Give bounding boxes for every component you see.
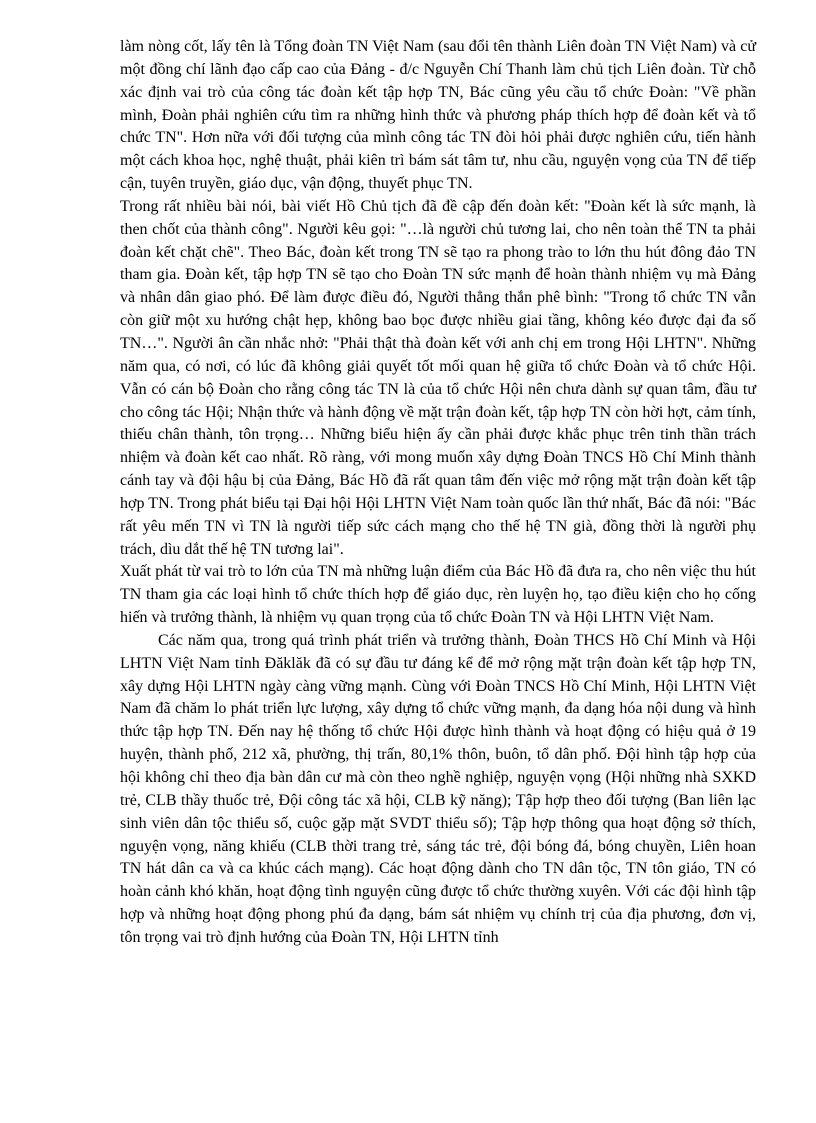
paragraph-cac-nam-qua: Các năm qua, trong quá trình phát triển và trưởng thành, Đoàn THCS Hồ Chí Minh và Hội LHTN Việt Nam tỉnh Đăklăk đã có sự đầu tư đáng kể để mở rộng mặt trận đoàn kết tập hợp TN, xây dựng Hội LHTN ngày càng vững mạnh. Cùng với Đoàn TNCS Hồ Chí Minh, Hội LHTN Việt Nam đã chăm lo phát triển lực lượng, xây dựng tổ chức vững mạnh, đa dạng hóa nội dung và hình thức tập hợp TN. Đến nay hệ thống tổ chức Hội được hình thành và hoạt động có hiệu quả ở 19 huyện, thành phố, 212 xã, phường, thị trấn, 80,1% thôn, buôn, tổ dân phố. Đội hình tập hợp của hội không chỉ theo địa bàn dân cư mà còn theo nghề nghiệp, nguyện vọng (Hội những nhà SXKD trẻ, CLB thầy thuốc trẻ, Đội công tác xã hội, CLB kỹ năng); Tập hợp theo đối tượng (Ban liên lạc sinh viên dân tộc thiểu số, cuộc gặp mặt SVDT thiểu số); Tập hợp thông qua hoạt động sở thích, nguyện vọng, năng khiếu (CLB thời trang trẻ, sáng tác trẻ, đội bóng đá, bóng chuyền, Liên hoan TN hát dân ca và ca khúc cách mạng). Các hoạt động dành cho TN dân tộc, TN tôn giáo, TN có hoàn cảnh khó khăn, hoạt động tình nguyện cũng được tổ chức thường xuyên. Với các đội hình tập hợp và những hoạt động phong phú đa dạng, bám sát nhiệm vụ chính trị của địa phương, đơn vị, tôn trọng vai trò định hướng của Đoàn TN, Hội LHTN tỉnh (120, 631, 756, 946)
paragraph-tong-doan: làm nòng cốt, lấy tên là Tổng đoàn TN Việt Nam (sau đổi tên thành Liên đoàn TN Việt Nam) và cử một đồng chí lãnh đạo cấp cao của Đảng - đ/c Nguyễn Chí Thanh làm chủ tịch Liên đoàn. Từ chỗ xác định vai trò của công tác đoàn kết tập hợp TN, Bác cũng yêu cầu tổ chức Đoàn: "Về phần mình, Đoàn phải nghiên cứu tìm ra những hình thức và phương pháp thích hợp để đoàn kết và tổ chức TN". Hơn nữa với đối tượng của mình công tác TN đòi hỏi phải được nghiên cứu, tiến hành một cách khoa học, nghệ thuật, phải kiên trì bám sát tâm tư, nhu cầu, nguyện vọng của TN để tiếp cận, tuyên truyền, giáo dục, vận động, thuyết phục TN. (120, 38, 756, 193)
paragraph-doan-ket: Trong rất nhiều bài nói, bài viết Hồ Chủ tịch đã đề cập đến đoàn kết: "Đoàn kết là sức mạnh, là then chốt của thành công". Người kêu gọi: "…là người chủ tương lai, cho nên toàn thể TN ta phải đoàn kết chặt chẽ". Theo Bác, đoàn kết trong TN sẽ tạo ra phong trào to lớn thu hút đông đảo TN tham gia. Đoàn kết, tập hợp TN sẽ tạo cho Đoàn TN sức mạnh để hoàn thành nhiệm vụ mà Đảng và nhân dân giao phó. Để làm được điều đó, Người thẳng thắn phê bình: "Trong tổ chức TN vẫn còn giữ một xu hướng chật hẹp, không bao bọc được nhiều giai tầng, không kéo được đại đa số TN…". Người ân cần nhắc nhở: "Phải thật thà đoàn kết với anh chị em trong Hội LHTN". Những năm qua, có nơi, có lúc đã không giải quyết tốt mối quan hệ giữa tổ chức Đoàn và tổ chức Hội. Vẫn có cán bộ Đoàn cho rằng công tác TN là của tổ chức Hội nên chưa dành sự quan tâm, đầu tư cho công tác Hội; Nhận thức và hành động về mặt trận đoàn kết, tập hợp TN còn hời hợt, cảm tính, thiếu chân thành, tôn trọng… Những biểu hiện ấy cần phải được khắc phục trên tinh thần trách nhiệm và đoàn kết cao nhất. Rõ ràng, với mong muốn xây dựng Đoàn TNCS Hồ Chí Minh thành cánh tay và đội hậu bị của Đảng, Bác Hồ đã rất quan tâm đến việc mở rộng mặt trận đoàn kết tập hợp TN. Trong phát biểu tại Đại hội Hội LHTN Việt Nam toàn quốc lần thứ nhất, Bác đã nói: "Bác rất yêu mến TN vì TN là người tiếp sức cách mạng cho thế hệ TN già, đồng thời là người phụ trách, dìu dắt thế hệ TN tương lai". (120, 197, 756, 558)
body-text (120, 36, 756, 950)
paragraph-xuat-phat: Xuất phát từ vai trò to lớn của TN mà những luận điểm của Bác Hồ đã đưa ra, cho nên việc thu hút TN tham gia các loại hình tổ chức thích hợp để giáo dục, rèn luyện họ, tạo điều kiện cho họ cống hiến và trưởng thành, là nhiệm vụ quan trọng của tổ chức Đoàn TN và Hội LHTN Việt Nam. (120, 563, 756, 627)
